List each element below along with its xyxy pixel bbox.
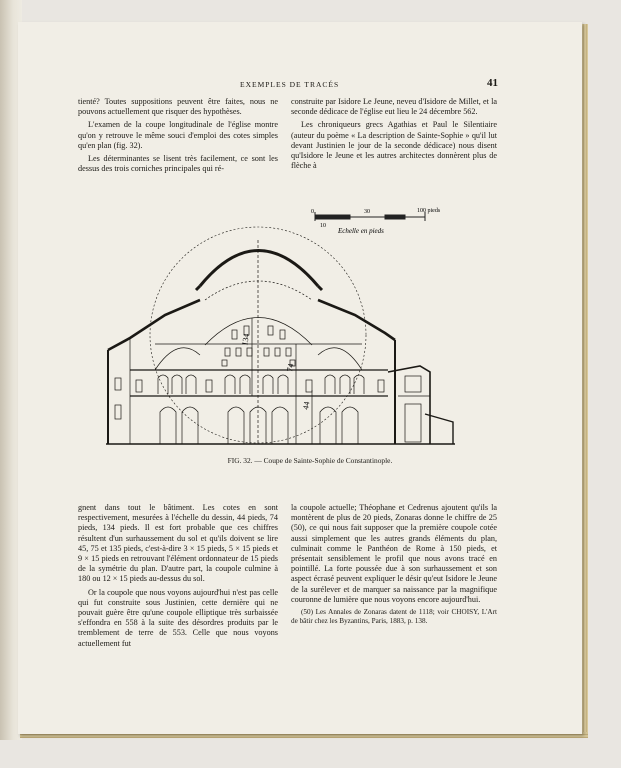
scale-label: 100 pieds bbox=[417, 208, 441, 214]
paragraph: Or la coupole que nous voyons aujourd'hui n'est pas celle qui fut construite sous Justinien, cette dernière qui ne pouvait guère être qu'une coupole elliptique très surbaissée s'effondra en 558 à la suite des désordres produits par le tremblement de terre de 553. Celle que nous voyons actuellement fut bbox=[78, 587, 278, 648]
dimension-label: 134 bbox=[240, 332, 252, 347]
paragraph: tienté? Toutes suppositions peuvent être faites, nous ne pouvons actuellement que risquer des hypothèses. bbox=[78, 97, 278, 117]
footnote: (50) Les Annales de Zonaras datent de 1118; voir CHOISY, L'Art de bâtir chez les Byzantins, Paris, 1883, p. 138. bbox=[291, 608, 497, 626]
dimension-label: 74 bbox=[285, 362, 296, 373]
scale-bar bbox=[315, 212, 425, 221]
paragraph: construite par Isidore Le Jeune, neveu d'Isidore de Millet, et la seconde dédicace de l'église eut lieu le 24 décembre 562. bbox=[291, 97, 497, 117]
scale-label: 30 bbox=[364, 209, 370, 215]
dimension-label: 44 bbox=[301, 400, 312, 411]
paragraph: la coupole actuelle; Théophane et Cedrenus ajoutent qu'ils la montèrent de plus de 20 pieds, Zonaras donne le chiffre de 25 (50), ce qui nous fait supposer que la première coupole cotée aussi simplement que les autres grands éléments du plan, culminait comme le Panthéon de Rome à 150 pieds, et présentait sensiblement le profil que nous avons tracé en pointillé. La forte poussée due à son surhaussement et son aspect écrasé peuvent expliquer le désir qu'eut Isidore le Jeune de la surélever et de marquer sa naissance par la magnifique couronne de lumière que nous voyons encore aujourd'hui. bbox=[291, 503, 497, 604]
scale-caption: Echelle en pieds bbox=[338, 227, 384, 235]
paragraph: Les chroniqueurs grecs Agathias et Paul le Silentiaire (auteur du poème « La description de Sainte-Sophie » qu'il lut devant Justinien le jour de la seconde dédicace) nous disent qu'Isidore le Jeune et les autres architectes donnèrent plus de flèche à bbox=[291, 120, 497, 171]
scale-label: 0 bbox=[311, 209, 314, 215]
column-bottom-left bbox=[78, 503, 278, 652]
paragraph: L'examen de la coupe longitudinale de l'église montre qu'on y retrouve le même souci d'emploi des cotes simples qu'en plan (fig. 32). bbox=[78, 120, 278, 150]
running-title: EXEMPLES DE TRACÉS bbox=[240, 80, 340, 89]
column-bottom-right bbox=[291, 503, 497, 629]
paragraph: gnent dans tout le bâtiment. Les cotes en sont respectivement, mesurées à l'échelle du dessin, 44 pieds, 74 pieds, 134 pieds. Il est fort probable que ces chiffres résultent d'un surhaussement du sol et qu'ils doivent se lire 45, 75 et 135 pieds, c'est-à-dire 3 × 15 pieds, 5 × 15 pieds et 9 × 15 pieds en retrouvant l'élément ordonnateur de 15 pieds de la symétrie du plan. D'autre part, la coupole culmine à 180 ou 12 × 15 pieds au-dessus du sol. bbox=[78, 503, 278, 584]
page-number: 41 bbox=[487, 77, 498, 89]
paragraph: Les déterminantes se lisent très facilement, ce sont les dessus des trois corniches principales qui ré- bbox=[78, 154, 278, 174]
building-section bbox=[106, 227, 455, 444]
figure-caption: FIG. 32. — Coupe de Sainte-Sophie de Constantinople. bbox=[227, 456, 393, 465]
scale-label: 10 bbox=[320, 223, 326, 229]
